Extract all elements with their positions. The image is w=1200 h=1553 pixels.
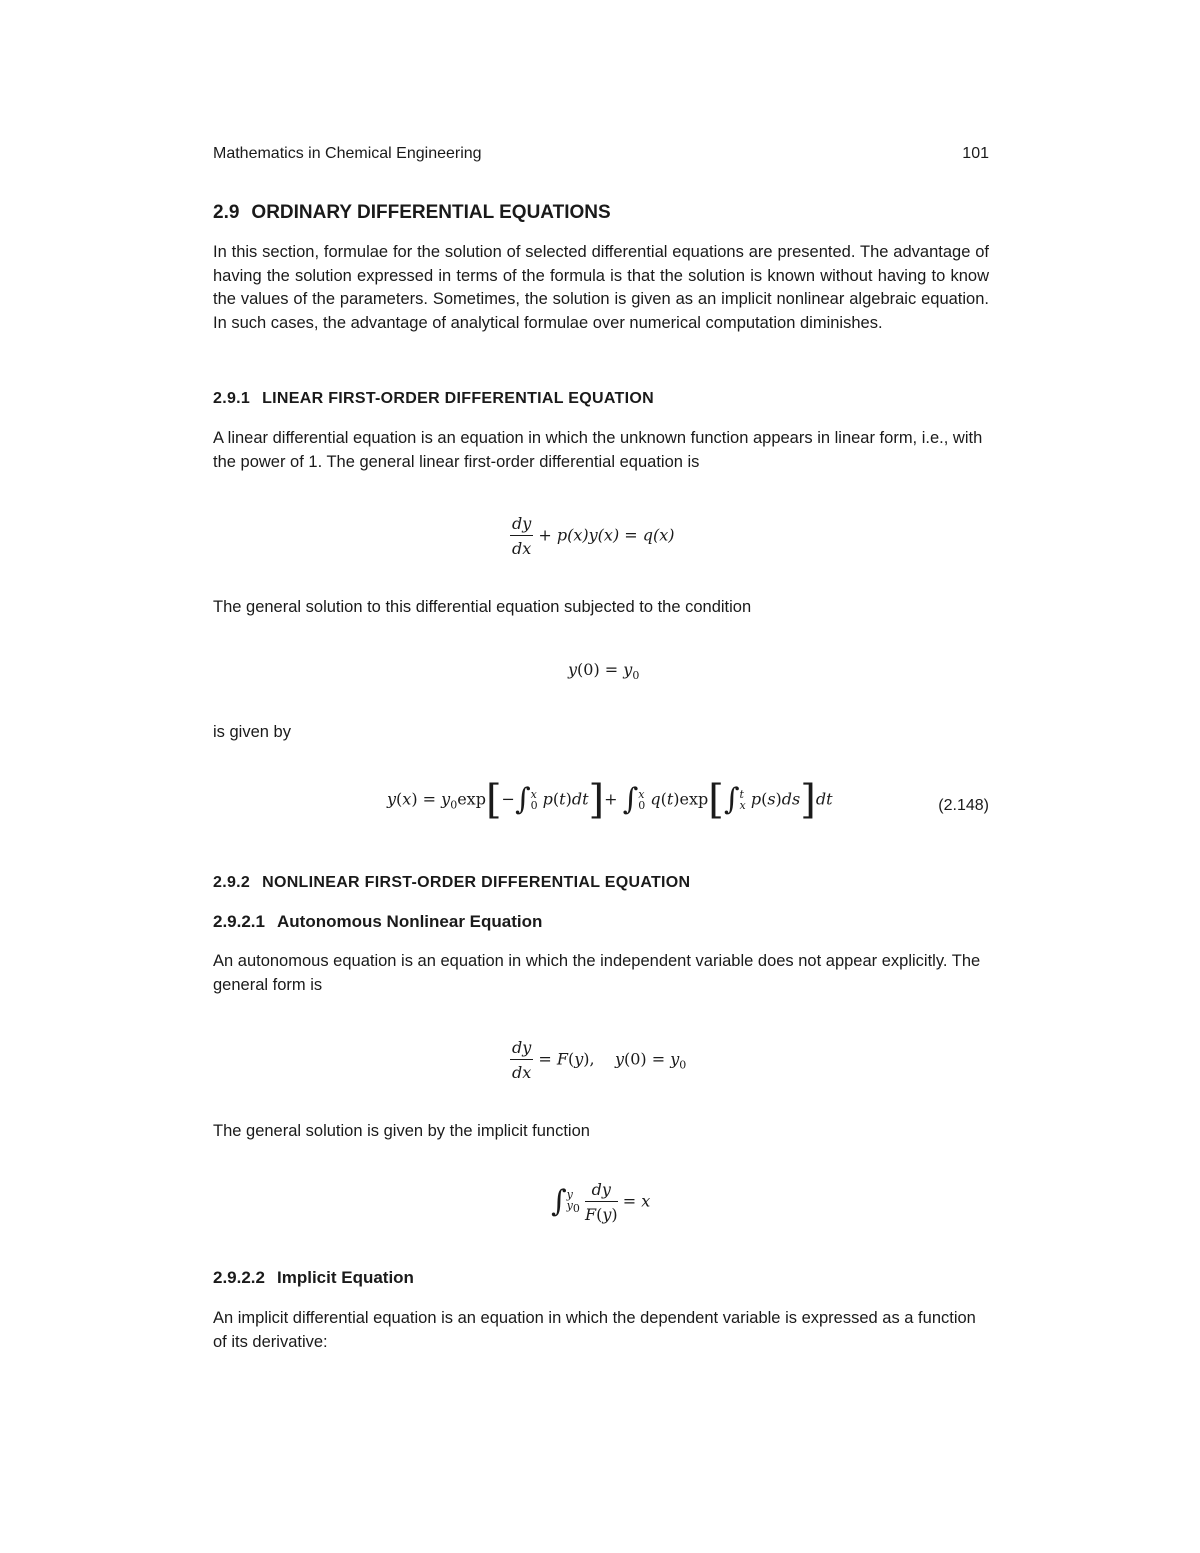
subsubsection-title: Autonomous Nonlinear Equation — [277, 912, 543, 931]
linear-definition-paragraph: A linear differential equation is an equation in which the unknown function appears in linear form, i.e., with the power of 1. The general linear first-order differential equation is — [213, 429, 983, 471]
equation-number: (2.148) — [938, 797, 989, 814]
general-solution-paragraph: The general solution to this differential equation subjected to the condition — [213, 598, 752, 616]
linear-ode-equation: $\frac{dy}{dx}$ + p(x)y(x) = q(x) — [512, 514, 675, 558]
subsubsection-heading-implicit — [213, 1268, 414, 1288]
section-title: ORDINARY DIFFERENTIAL EQUATIONS — [251, 202, 611, 223]
subsection-title: LINEAR FIRST-ORDER DIFFERENTIAL EQUATION — [262, 390, 654, 407]
book-title: Mathematics in Chemical Engineering — [213, 145, 482, 162]
subsubsection-number: 2.9.2.1 — [213, 912, 265, 931]
initial-condition-equation: $y(0) = y_0$ — [568, 660, 640, 683]
running-header — [213, 145, 989, 163]
linear-solution-equation: $y(x) = y_0\exp[-\int$ x 0 p(t)dt]+ ∫ x 0 q(t)exp[∫ t x p(s)ds]dt — [387, 777, 833, 823]
subsubsection-title: Implicit Equation — [277, 1268, 414, 1287]
subsection-number: 2.9.1 — [213, 390, 251, 407]
autonomous-ode-equation: $\frac{dy}{dx}$ = F(y), $y(0) = y_0$ — [512, 1038, 687, 1082]
subsection-number: 2.9.2 — [213, 874, 251, 891]
autonomous-definition-paragraph: An autonomous equation is an equation in which the independent variable does not appear explicitly. The general form is — [213, 952, 981, 994]
section-intro-paragraph: In this section, formulae for the solution of selected differential equations are presented. The advantage of having the solution expressed in terms of the formula is that the solution is known without having to know the values of the parameters. Sometimes, the solution is given as an implicit nonlinear algebraic equation. In such cases, the advantage of analytical formulae over numerical computation diminishes. — [213, 243, 989, 332]
implicit-definition-paragraph: An implicit differential equation is an equation in which the dependent variable is expressed as a function of its derivative: — [213, 1309, 976, 1351]
section-number: 2.9 — [213, 202, 240, 223]
implicit-solution-equation: ∫ y $y_0$ $\frac{dy}{F(y)}$ = x — [551, 1180, 651, 1224]
subsubsection-heading-autonomous — [213, 912, 542, 932]
section-heading — [213, 202, 611, 224]
is-given-by-paragraph: is given by — [213, 723, 291, 741]
page-number: 101 — [962, 145, 989, 162]
implicit-function-paragraph: The general solution is given by the implicit function — [213, 1122, 590, 1140]
subsection-heading-nonlinear — [213, 874, 690, 892]
subsection-title: NONLINEAR FIRST-ORDER DIFFERENTIAL EQUATION — [262, 874, 691, 891]
subsubsection-number: 2.9.2.2 — [213, 1268, 265, 1287]
subsection-heading-linear — [213, 390, 654, 408]
